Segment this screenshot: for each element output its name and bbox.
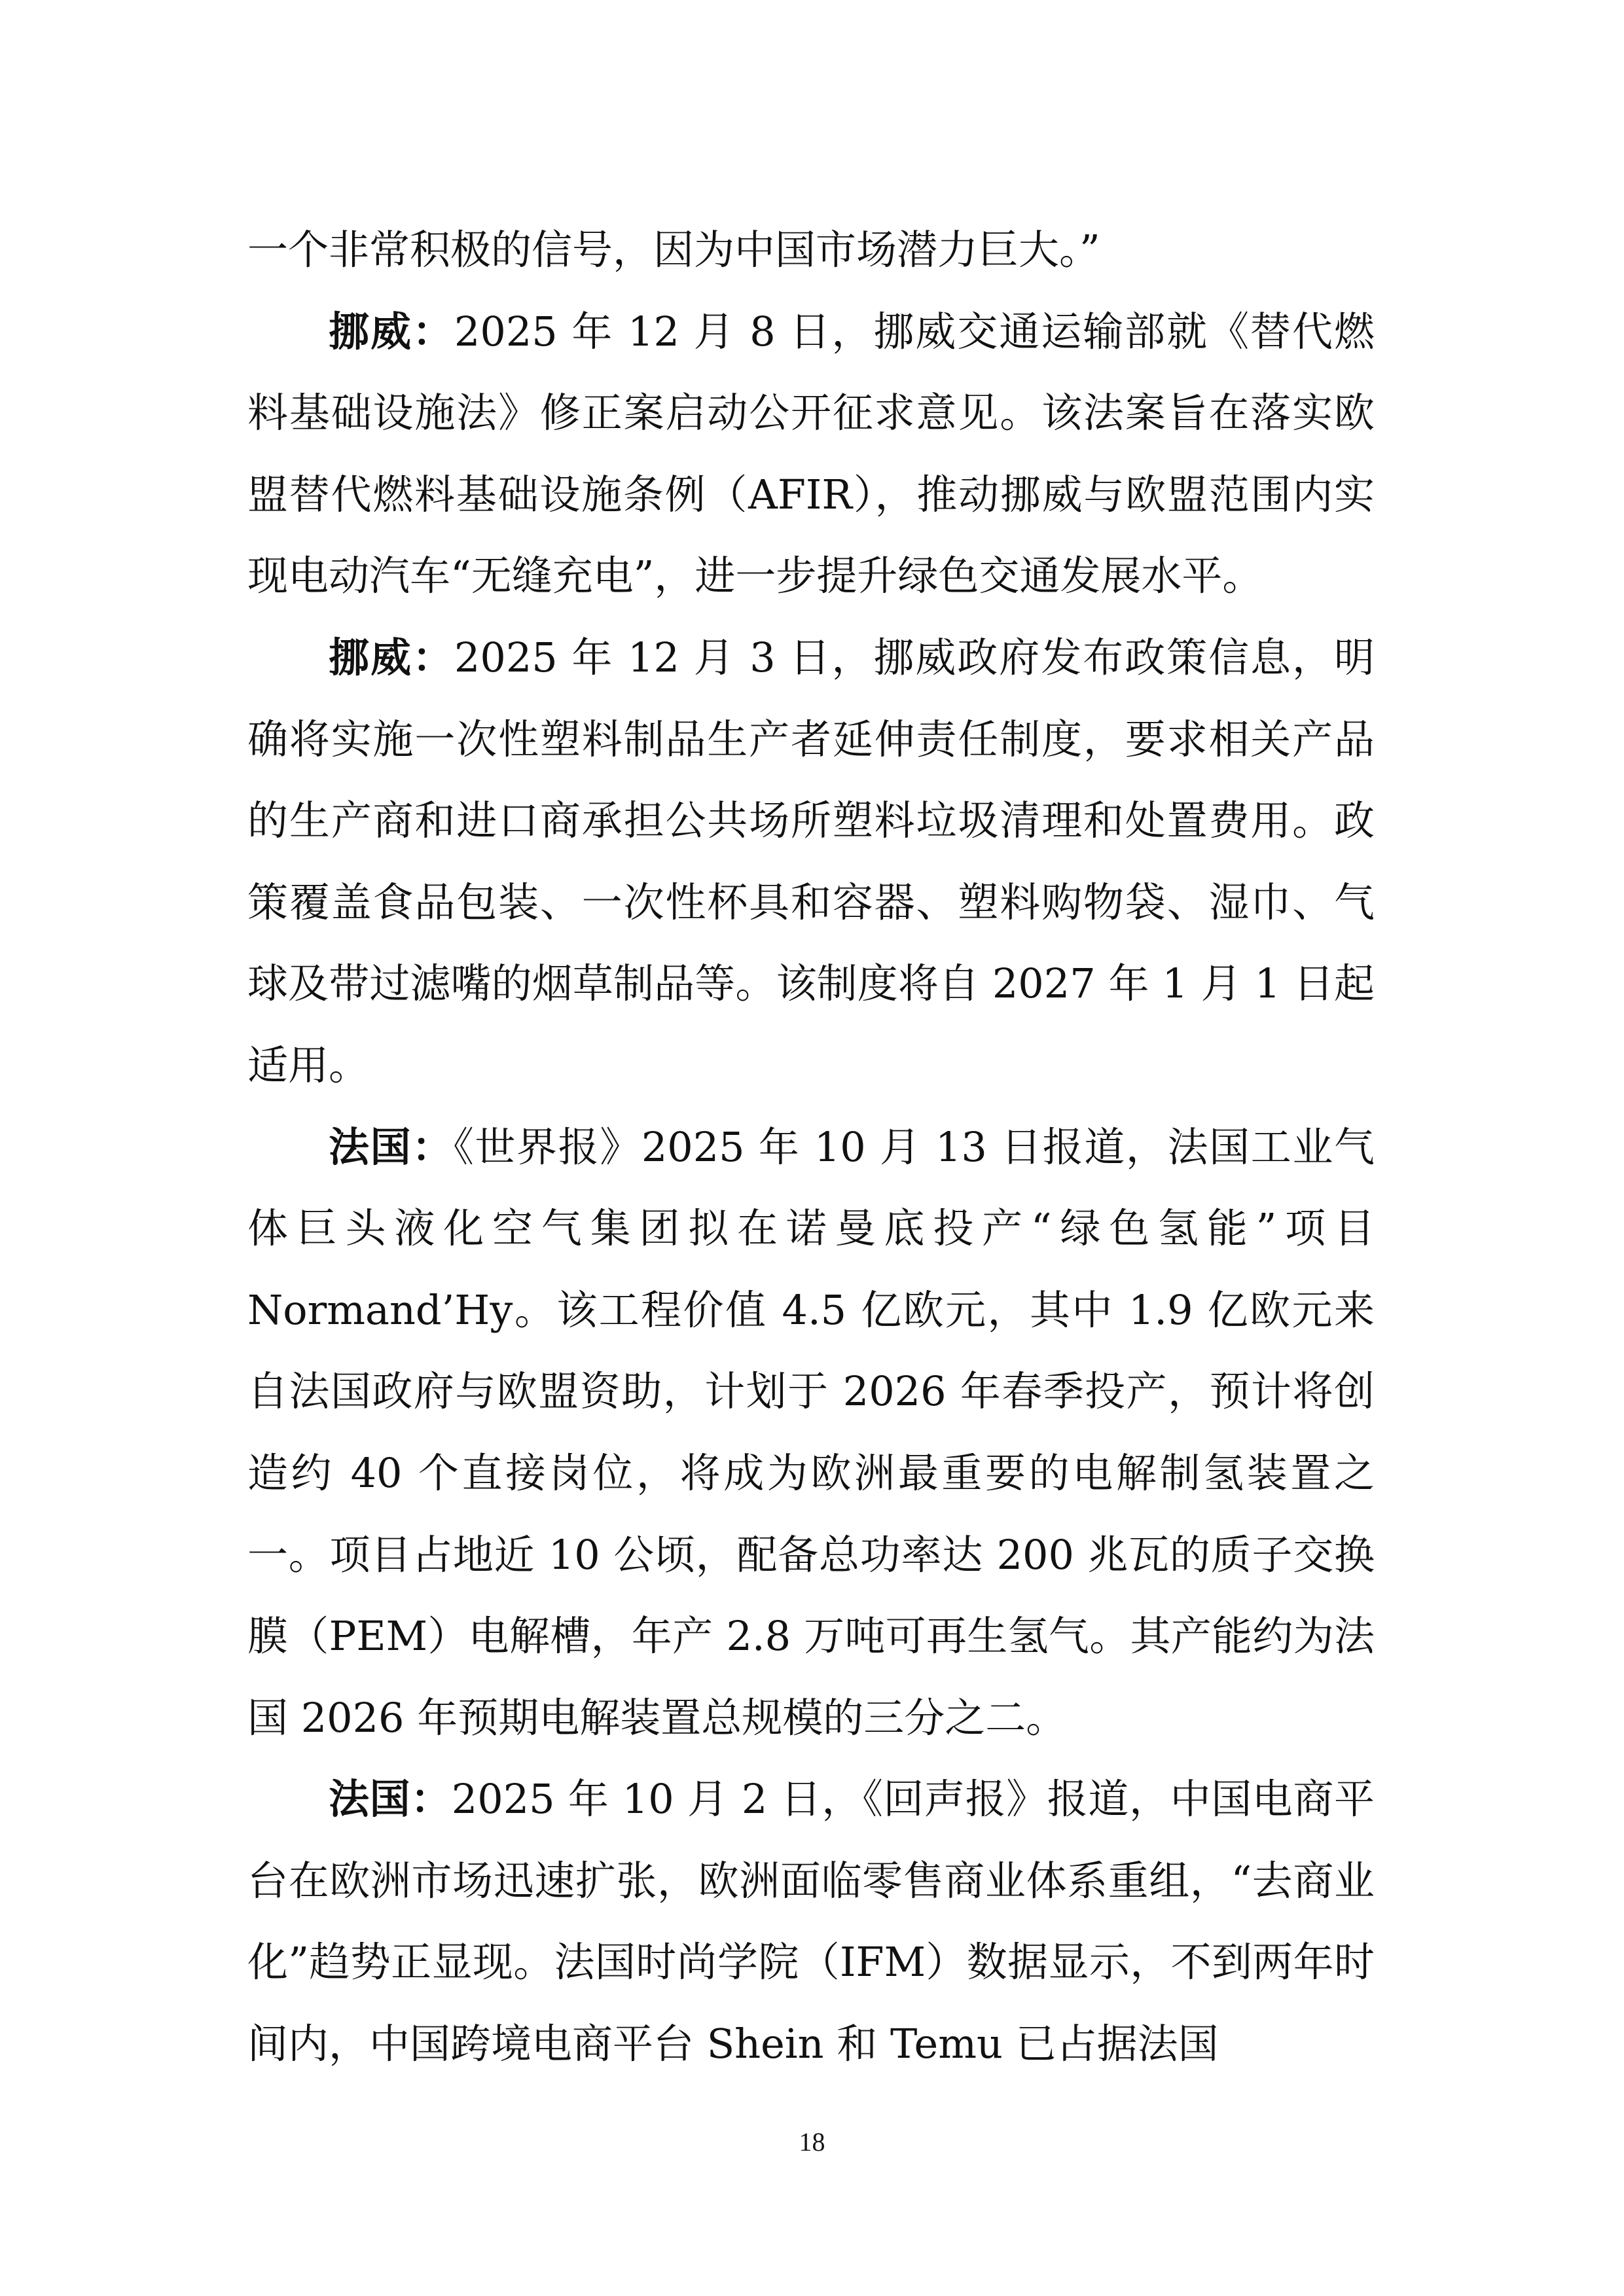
paragraph-text: 2025 年 12 月 8 日，挪威交通运输部就《替代燃料基础设施法》修正案启动公开征求意见。该法案旨在落实欧盟替代燃料基础设施条例（AFIR），推动挪威与欧盟范围内实现电动汽车“无缝充电”，进一步提升绿色交通发展水平。 [247, 307, 1375, 600]
paragraph-norway-plastics-policy [247, 617, 1375, 1107]
paragraph-text: 一个非常积极的信号，因为中国市场潜力巨大。” [247, 226, 1100, 274]
paragraph-continuation [247, 209, 1375, 291]
paragraph-norway-fuel-infrastructure [247, 291, 1375, 617]
paragraph-lead: 法国： [329, 1122, 454, 1171]
paragraph-text: 《世界报》2025 年 10 月 13 日报道，法国工业气体巨头液化空气集团拟在诺曼底投产“绿色氢能”项目 Normand’Hy。该工程价值 4.5 亿欧元，其中 1.9 亿欧元来自法国政府与欧盟资助，计划于 2026 年春季投产，预计将创造约 40 个直接岗位，将成为欧洲最重要的电解制氢装置之一。项目占地近 10 公顷，配备总功率达 200 兆瓦的质子交换膜（PEM）电解槽，年产 2.8 万吨可再生氢气。其产能约为法国 2026 年预期电解装置总规模的三分之二。 [247, 1122, 1375, 1742]
paragraph-text: 2025 年 10 月 2 日，《回声报》报道，中国电商平台在欧洲市场迅速扩张，欧洲面临零售商业体系重组，“去商业化”趋势正显现。法国时尚学院（IFM）数据显示，不到两年时间内，中国跨境电商平台 Shein 和 Temu 已占据法国 [247, 1775, 1375, 2068]
paragraph-france-ecommerce [247, 1759, 1375, 2085]
paragraph-lead: 挪威： [329, 633, 454, 681]
paragraph-lead: 挪威： [329, 307, 454, 355]
paragraph-lead: 法国： [329, 1775, 452, 1823]
document-body [247, 209, 1375, 2085]
paragraph-france-hydrogen [247, 1107, 1375, 1759]
paragraph-text: 2025 年 12 月 3 日，挪威政府发布政策信息，明确将实施一次性塑料制品生产者延伸责任制度，要求相关产品的生产商和进口商承担公共场所塑料垃圾清理和处置费用。政策覆盖食品包装、一次性杯具和容器、塑料购物袋、湿巾、气球及带过滤嘴的烟草制品等。该制度将自 2027 年 1 月 1 日起适用。 [247, 633, 1375, 1089]
page-number: 18 [799, 2127, 825, 2157]
